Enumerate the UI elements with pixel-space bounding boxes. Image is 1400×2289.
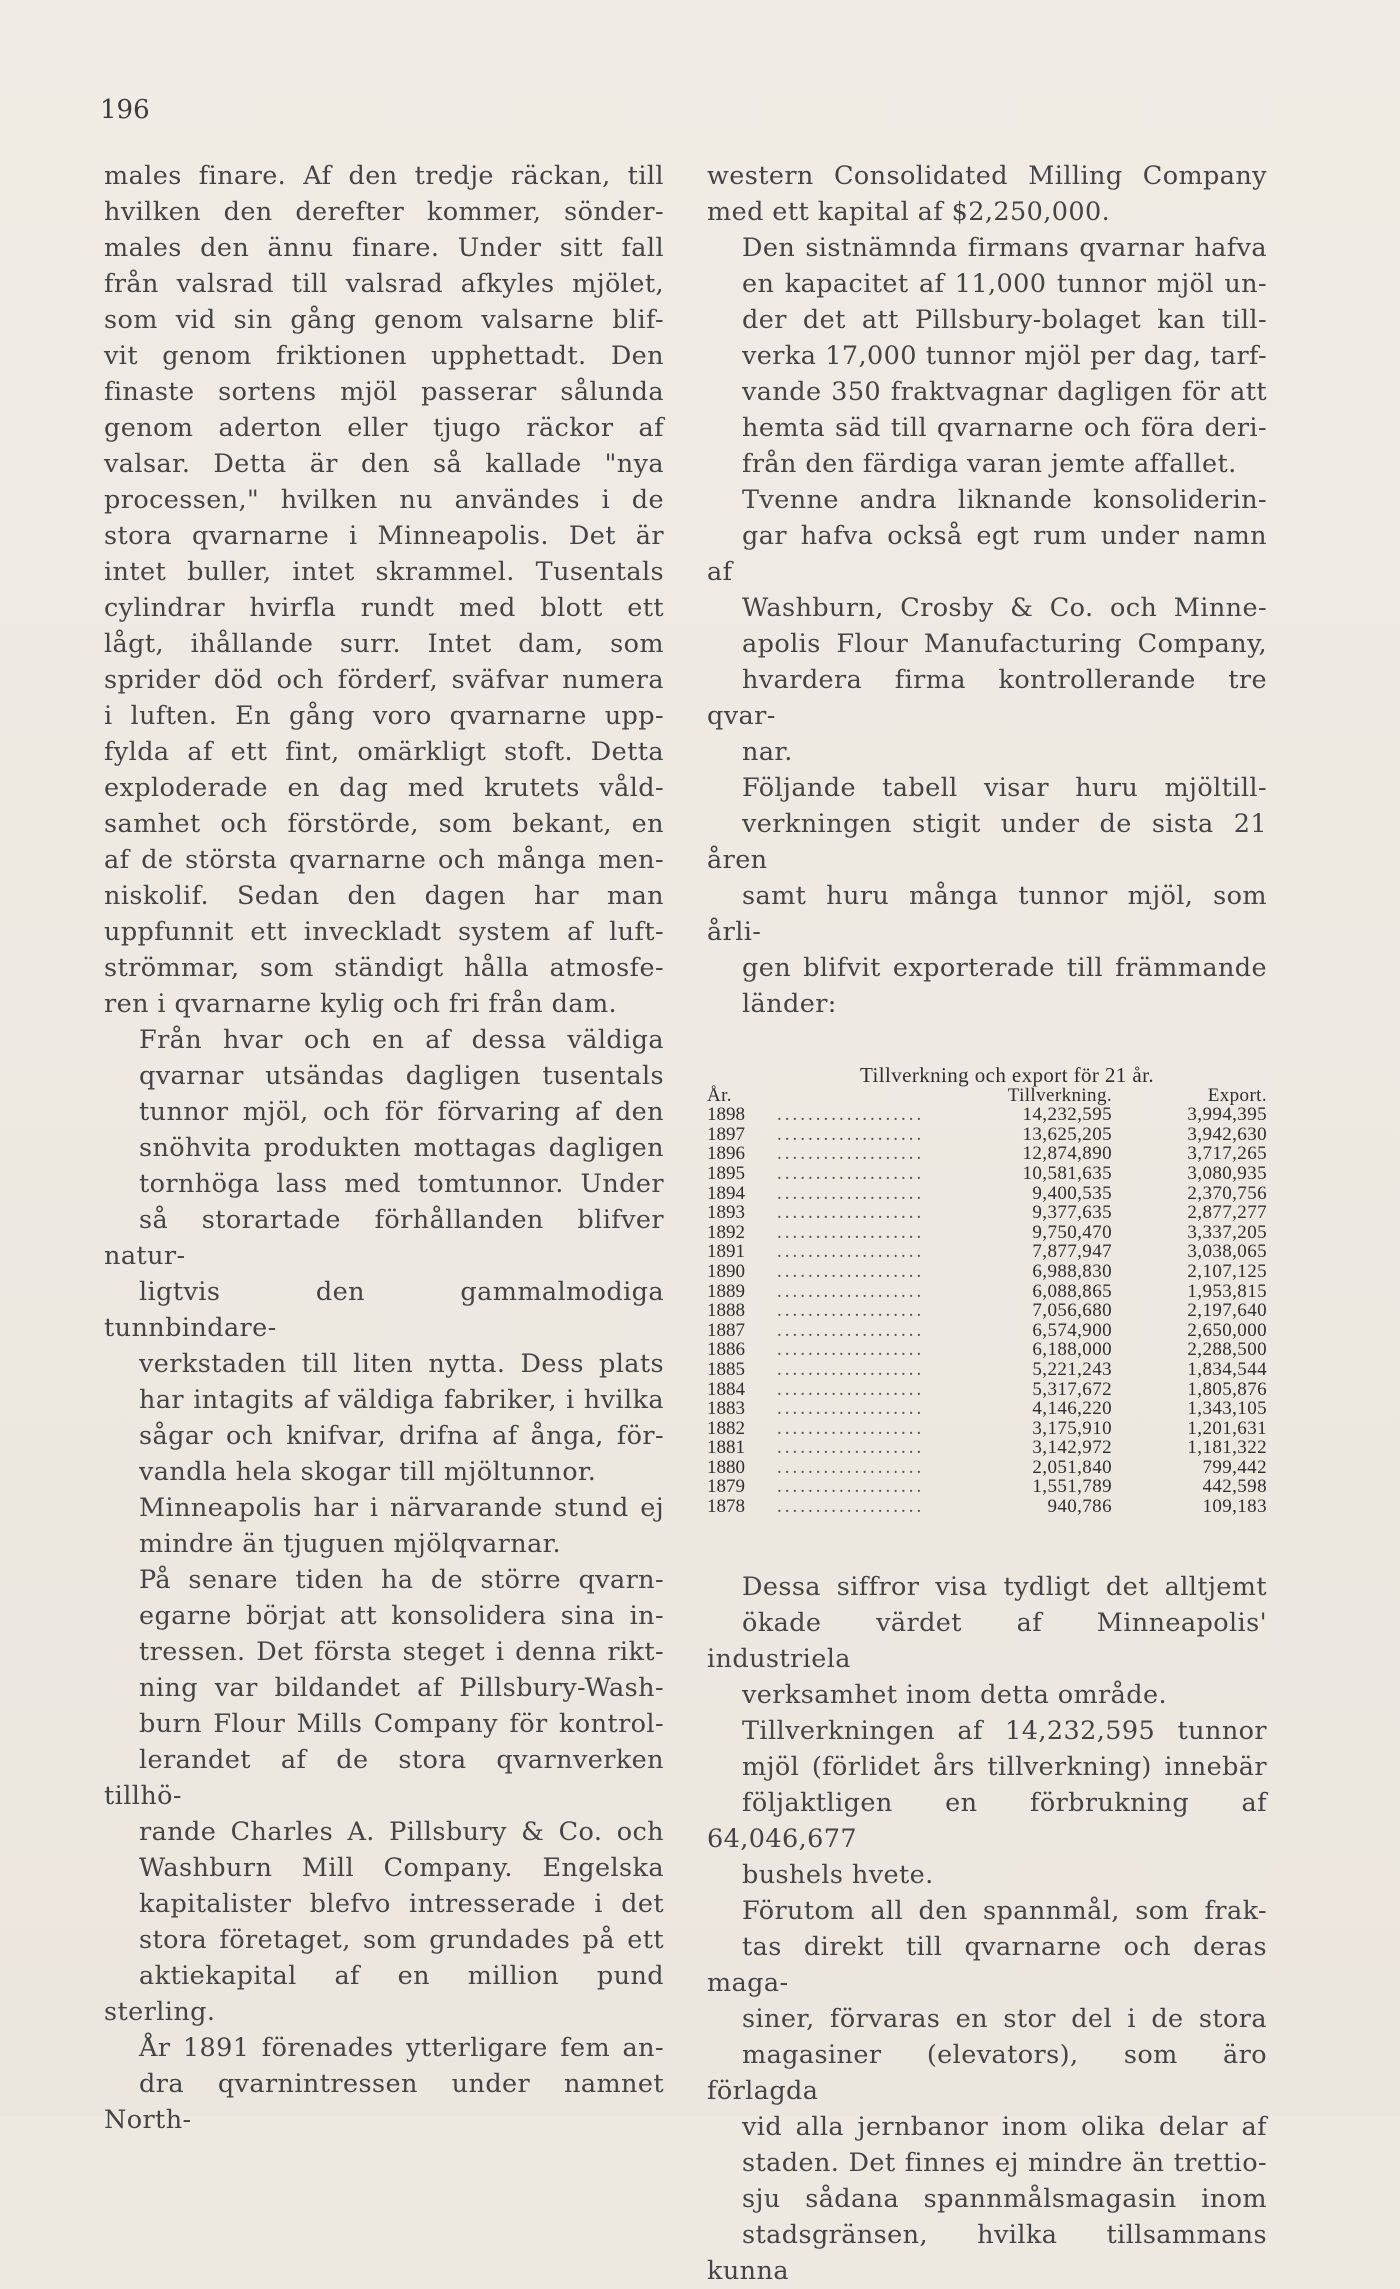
- export-cell: 1,953,815: [1187, 1280, 1267, 1302]
- year-cell: 1879: [707, 1476, 745, 1498]
- table-row: [707, 1301, 1267, 1321]
- text-line: der det att Pillsbury-bolaget kan till-: [742, 305, 1267, 335]
- text-line: Den sistnämnda firmans qvarnar hafva: [742, 233, 1267, 263]
- header-year: År.: [707, 1084, 732, 1106]
- production-cell: 12,874,890: [1022, 1143, 1112, 1165]
- year-cell: 1895: [707, 1162, 745, 1184]
- text-line: af de största qvarnarne och många men-: [104, 845, 664, 875]
- text-line: följaktligen en förbrukning af 64,046,677: [707, 1787, 1267, 1854]
- text-line: länder:: [742, 989, 837, 1019]
- text-line: samt huru många tunnor mjöl, som årli-: [707, 881, 1267, 947]
- table-row: [707, 1321, 1267, 1341]
- export-cell: 3,717,265: [1187, 1143, 1267, 1165]
- year-cell: 1893: [707, 1202, 745, 1224]
- production-cell: 7,056,680: [1032, 1300, 1112, 1322]
- paragraph: [707, 1569, 1267, 1713]
- text-line: sågar och knifvar, drifna af ånga, för-: [139, 1421, 664, 1451]
- text-line: nar.: [742, 737, 793, 767]
- table-row: [707, 1360, 1267, 1380]
- export-cell: 799,442: [1202, 1456, 1267, 1478]
- production-cell: 14,232,595: [1022, 1104, 1112, 1126]
- production-cell: 10,581,635: [1022, 1162, 1112, 1184]
- text-line: niskolif. Sedan den dagen har man: [104, 881, 664, 911]
- text-line: exploderade en dag med krutets våld-: [104, 773, 664, 803]
- header-production: Tillverkning.: [1007, 1084, 1112, 1106]
- table-row: [707, 1242, 1267, 1262]
- text-line: valsar. Detta är den så kallade "nya: [104, 449, 664, 479]
- year-cell: 1883: [707, 1398, 745, 1420]
- year-cell: 1896: [707, 1143, 745, 1165]
- year-cell: 1892: [707, 1221, 745, 1243]
- export-cell: 1,805,876: [1187, 1378, 1267, 1400]
- text-line: finaste sortens mjöl passerar sålunda: [104, 377, 664, 407]
- production-cell: 9,377,635: [1032, 1202, 1112, 1224]
- text-line: sju sådana spannmålsmagasin inom: [742, 2183, 1267, 2214]
- production-cell: 3,142,972: [1032, 1437, 1112, 1459]
- leader-dots: ...................: [777, 1105, 925, 1125]
- export-cell: 1,201,631: [1187, 1417, 1267, 1439]
- year-cell: 1882: [707, 1417, 745, 1439]
- text-line: vit genom friktionen upphettadt. Den: [104, 341, 664, 371]
- table-row: [707, 1164, 1267, 1184]
- text-line: År 1891 förenades ytterligare fem an-: [139, 2033, 664, 2063]
- table-row: [707, 1144, 1267, 1164]
- text-line: i luften. En gång voro qvarnarne upp-: [104, 701, 664, 731]
- text-line: gar hafva också egt rum under namn af: [707, 521, 1267, 587]
- leader-dots: ...................: [777, 1144, 925, 1164]
- export-cell: 2,370,756: [1187, 1182, 1267, 1204]
- export-cell: 3,038,065: [1187, 1241, 1267, 1263]
- production-cell: 5,221,243: [1032, 1358, 1112, 1380]
- text-line: males den ännu finare. Under sitt fall: [104, 233, 664, 263]
- production-cell: 4,146,220: [1032, 1398, 1112, 1420]
- text-line: samhet och förstörde, som bekant, en: [104, 809, 664, 839]
- text-line: På senare tiden ha de större qvarn-: [139, 1565, 664, 1595]
- text-line: cylindrar hvirfla rundt med blott ett: [104, 593, 664, 623]
- table-row: [707, 1282, 1267, 1302]
- text-line: har intagits af väldiga fabriker, i hvilka: [139, 1385, 664, 1415]
- text-line: burn Flour Mills Company för kontrol-: [139, 1709, 664, 1739]
- text-line: apolis Flour Manufacturing Company,: [742, 629, 1267, 659]
- leader-dots: ...................: [777, 1261, 925, 1282]
- production-cell: 2,051,840: [1032, 1456, 1112, 1478]
- right-column-text-top: [707, 158, 1267, 1022]
- year-cell: 1884: [707, 1378, 745, 1400]
- export-cell: 2,107,125: [1187, 1260, 1267, 1282]
- production-cell: 6,088,865: [1032, 1280, 1112, 1302]
- text-line: hvardera firma kontrollerande tre qvar-: [707, 665, 1267, 731]
- export-cell: 1,343,105: [1187, 1398, 1267, 1420]
- text-line: Från hvar och en af dessa väldiga: [139, 1025, 664, 1055]
- export-cell: 1,181,322: [1187, 1437, 1267, 1459]
- text-line: uppfunnit ett inveckladt system af luft-: [104, 917, 664, 947]
- leader-dots: ...................: [777, 1359, 925, 1380]
- paragraph: [707, 230, 1267, 482]
- text-line: ren i qvarnarne kylig och fri från dam.: [104, 989, 618, 1019]
- text-line: Förutom all den spannmål, som frak-: [742, 1895, 1267, 1926]
- text-line: ning var bildandet af Pillsbury-Wash-: [139, 1673, 664, 1703]
- export-cell: 2,288,500: [1187, 1339, 1267, 1361]
- text-line: från den färdiga varan jemte affallet.: [742, 449, 1237, 479]
- leader-dots: ...................: [777, 1379, 925, 1400]
- table-row: [707, 1497, 1267, 1517]
- text-line: Tvenne andra liknande konsoliderin-: [742, 485, 1267, 515]
- paragraph: [104, 1022, 664, 1490]
- text-line: intet buller, intet skrammel. Tusentals: [104, 557, 664, 587]
- text-line: Minneapolis har i närvarande stund ej: [139, 1493, 664, 1523]
- paragraph: [104, 1490, 664, 1562]
- text-line: Tillverkningen af 14,232,595 tunnor: [742, 1715, 1267, 1746]
- text-line: magasiner (elevators), som äro förlagda: [707, 2039, 1267, 2106]
- export-cell: 2,197,640: [1187, 1300, 1267, 1322]
- year-cell: 1885: [707, 1358, 745, 1380]
- text-line: så storartade förhållanden blifver natur-: [104, 1205, 664, 1271]
- leader-dots: ...................: [777, 1457, 925, 1478]
- text-line: dra qvarnintressen under namnet North-: [104, 2069, 664, 2135]
- production-export-table: [707, 1063, 1267, 1518]
- production-cell: 6,988,830: [1032, 1260, 1112, 1282]
- paragraph: [707, 158, 1267, 230]
- table-title: Tillverkning och export för 21 år.: [860, 1063, 1154, 1087]
- year-cell: 1887: [707, 1319, 745, 1341]
- leader-dots: ...................: [777, 1222, 925, 1243]
- left-column: [104, 158, 664, 2138]
- text-line: verka 17,000 tunnor mjöl per dag, tarf-: [742, 341, 1267, 371]
- table-row: [707, 1223, 1267, 1243]
- text-line: lågt, ihållande surr. Intet dam, som: [104, 629, 664, 659]
- text-line: bushels hvete.: [742, 1859, 934, 1890]
- year-cell: 1891: [707, 1241, 745, 1263]
- text-line: mindre än tjuguen mjölqvarnar.: [139, 1529, 561, 1559]
- year-cell: 1880: [707, 1456, 745, 1478]
- leader-dots: ...................: [777, 1301, 925, 1321]
- text-line: tunnor mjöl, och för förvaring af den: [139, 1097, 664, 1127]
- text-line: med ett kapital af $2,250,000.: [707, 197, 1111, 227]
- table-row: [707, 1399, 1267, 1419]
- year-cell: 1898: [707, 1104, 745, 1126]
- text-line: hemta säd till qvarnarne och föra deri-: [742, 413, 1267, 443]
- text-line: genom aderton eller tjugo räckor af: [104, 413, 664, 443]
- table-row: [707, 1184, 1267, 1204]
- leader-dots: ...................: [777, 1477, 925, 1498]
- table-row: [707, 1380, 1267, 1400]
- production-cell: 13,625,205: [1022, 1123, 1112, 1145]
- header-export: Export.: [1207, 1084, 1267, 1106]
- table-row: [707, 1125, 1267, 1145]
- year-cell: 1890: [707, 1260, 745, 1282]
- text-line: Dessa siffror visa tydligt det alltjemt: [742, 1571, 1267, 1602]
- paragraph: [104, 158, 664, 1022]
- text-line: stora företaget, som grundades på ett: [139, 1925, 664, 1955]
- year-cell: 1881: [707, 1437, 745, 1459]
- production-cell: 3,175,910: [1032, 1417, 1112, 1439]
- text-line: verkningen stigit under de sista 21 åren: [707, 809, 1267, 875]
- text-line: Washburn, Crosby & Co. och Minne-: [742, 593, 1267, 623]
- text-line: ökade värdet af Minneapolis' industriela: [707, 1607, 1267, 1674]
- text-line: lerandet af de stora qvarnverken tillhö-: [104, 1745, 664, 1811]
- leader-dots: ...................: [777, 1340, 925, 1360]
- paragraph: [104, 2030, 664, 2138]
- text-line: Washburn Mill Company. Engelska: [139, 1853, 664, 1883]
- export-cell: 3,942,630: [1187, 1123, 1267, 1145]
- paragraph: [707, 1713, 1267, 1893]
- text-line: gen blifvit exporterade till främmande: [742, 953, 1267, 983]
- text-line: vandla hela skogar till mjöltunnor.: [139, 1457, 597, 1487]
- year-cell: 1878: [707, 1496, 745, 1518]
- table-row: [707, 1340, 1267, 1360]
- text-line: qvarnar utsändas dagligen tusentals: [139, 1061, 664, 1091]
- leader-dots: ...................: [777, 1183, 925, 1204]
- paragraph: [707, 770, 1267, 1022]
- text-line: en kapacitet af 11,000 tunnor mjöl un-: [742, 269, 1267, 299]
- text-line: ligtvis den gammalmodiga tunnbindare-: [104, 1277, 664, 1343]
- text-line: staden. Det finnes ej mindre än trettio-: [742, 2147, 1267, 2178]
- text-line: western Consolidated Milling Company: [707, 161, 1267, 191]
- production-cell: 1,551,789: [1032, 1476, 1112, 1498]
- text-line: hvilken den derefter kommer, sönder-: [104, 197, 664, 227]
- text-line: mjöl (förlidet års tillverkning) innebär: [742, 1751, 1267, 1782]
- export-cell: 3,994,395: [1187, 1104, 1267, 1126]
- right-column: [707, 158, 1267, 2289]
- text-line: kapitalister blefvo intresserade i det: [139, 1889, 664, 1919]
- paragraph: [707, 482, 1267, 770]
- production-cell: 9,400,535: [1032, 1182, 1112, 1204]
- export-cell: 109,183: [1202, 1496, 1267, 1518]
- text-line: males finare. Af den tredje räckan, till: [104, 161, 664, 191]
- text-line: vid alla jernbanor inom olika delar af: [742, 2111, 1267, 2142]
- year-cell: 1894: [707, 1182, 745, 1204]
- leader-dots: ...................: [777, 1281, 925, 1302]
- export-cell: 2,650,000: [1187, 1319, 1267, 1341]
- text-line: verksamhet inom detta område.: [742, 1679, 1167, 1710]
- text-line: tas direkt till qvarnarne och deras maga-: [707, 1931, 1267, 1998]
- year-cell: 1889: [707, 1280, 745, 1302]
- export-cell: 442,598: [1202, 1476, 1267, 1498]
- leader-dots: ...................: [777, 1320, 925, 1341]
- table-row: [707, 1262, 1267, 1282]
- text-line: som vid sin gång genom valsarne blif-: [104, 305, 664, 335]
- table-header-row: [707, 1086, 1267, 1106]
- paragraph: [104, 1562, 664, 2030]
- export-cell: 3,080,935: [1187, 1162, 1267, 1184]
- text-line: sprider död och förderf, sväfvar numera: [104, 665, 664, 695]
- table-row: [707, 1438, 1267, 1458]
- right-column-text-bottom: [707, 1569, 1267, 2289]
- production-cell: 7,877,947: [1032, 1241, 1112, 1263]
- text-line: siner, förvaras en stor del i de stora: [742, 2003, 1267, 2034]
- export-cell: 3,337,205: [1187, 1221, 1267, 1243]
- leader-dots: ...................: [777, 1438, 925, 1458]
- leader-dots: ...................: [777, 1124, 925, 1145]
- page-number: 196: [100, 95, 150, 125]
- production-cell: 6,188,000: [1032, 1339, 1112, 1361]
- production-cell: 9,750,470: [1032, 1221, 1112, 1243]
- export-cell: 1,834,544: [1187, 1358, 1267, 1380]
- text-line: aktiekapital af en million pund sterling.: [104, 1961, 664, 2027]
- text-line: tressen. Det första steget i denna rikt-: [139, 1637, 664, 1667]
- text-line: fylda af ett fint, omärkligt stoft. Detta: [104, 737, 664, 767]
- production-cell: 940,786: [1047, 1496, 1112, 1518]
- table-row: [707, 1458, 1267, 1478]
- text-line: tornhöga lass med tomtunnor. Under: [139, 1169, 664, 1199]
- year-cell: 1886: [707, 1339, 745, 1361]
- text-line: snöhvita produkten mottagas dagligen: [139, 1133, 664, 1163]
- text-line: processen," hvilken nu användes i de: [104, 485, 664, 515]
- year-cell: 1888: [707, 1300, 745, 1322]
- paragraph: [707, 1893, 1267, 2289]
- table-row: [707, 1203, 1267, 1223]
- export-cell: 2,877,277: [1187, 1202, 1267, 1224]
- year-cell: 1897: [707, 1123, 745, 1145]
- table-row: [707, 1477, 1267, 1497]
- text-line: Följande tabell visar huru mjöltill-: [742, 773, 1267, 803]
- text-line: stadsgränsen, hvilka tillsammans kunna: [707, 2219, 1267, 2286]
- text-line: egarne börjat att konsolidera sina in-: [139, 1601, 664, 1631]
- leader-dots: ...................: [777, 1163, 925, 1184]
- text-line: vande 350 fraktvagnar dagligen för att: [742, 377, 1267, 407]
- table-row: [707, 1105, 1267, 1125]
- production-cell: 6,574,900: [1032, 1319, 1112, 1341]
- leader-dots: ...................: [777, 1418, 925, 1439]
- text-line: strömmar, som ständigt hålla atmosfe-: [104, 953, 664, 983]
- text-line: från valsrad till valsrad afkyles mjölet,: [104, 269, 664, 299]
- leader-dots: ...................: [777, 1497, 925, 1517]
- table-row: [707, 1419, 1267, 1439]
- leader-dots: ...................: [777, 1242, 925, 1262]
- production-cell: 5,317,672: [1032, 1378, 1112, 1400]
- leader-dots: ...................: [777, 1203, 925, 1223]
- leader-dots: ...................: [777, 1399, 925, 1419]
- text-line: rande Charles A. Pillsbury & Co. och: [139, 1817, 664, 1847]
- text-line: verkstaden till liten nytta. Dess plats: [139, 1349, 664, 1379]
- text-line: stora qvarnarne i Minneapolis. Det är: [104, 521, 664, 551]
- table-body: [707, 1105, 1267, 1516]
